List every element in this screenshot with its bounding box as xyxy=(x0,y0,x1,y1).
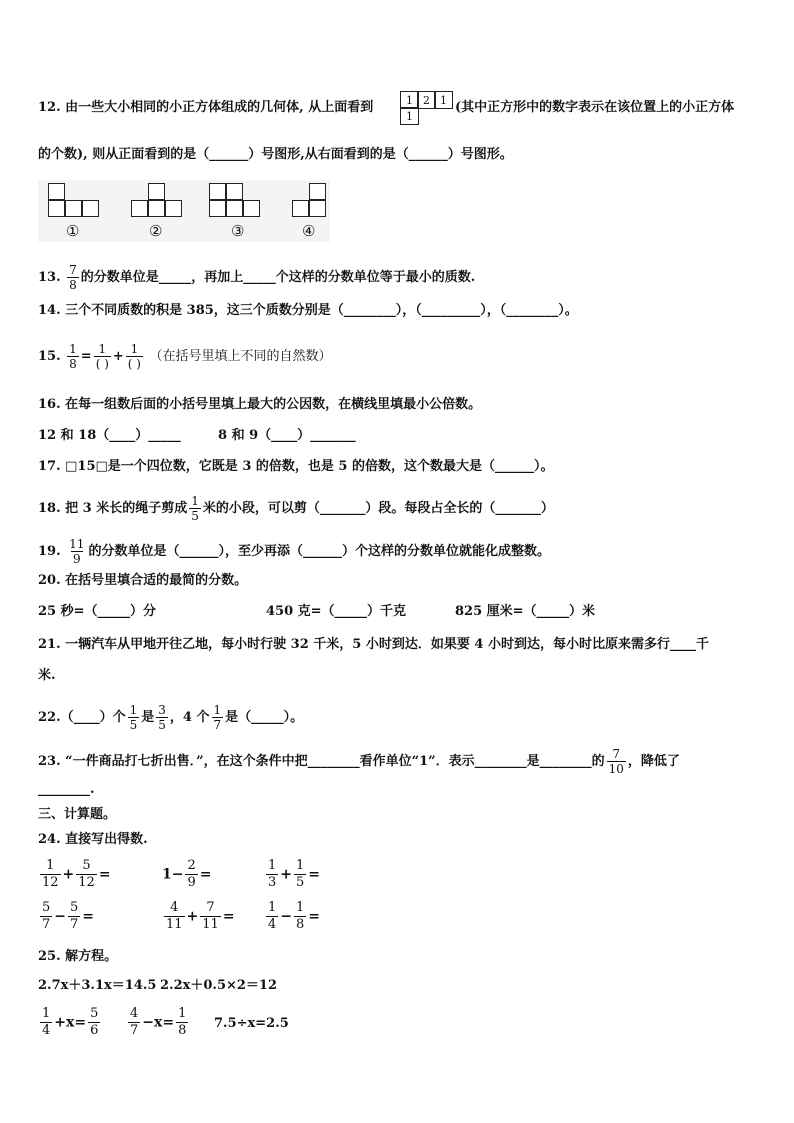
q21-line1: 21. 一辆汽车从甲地开往乙地，每小时行驶 32 千米，5 小时到达．如果要 4 小时到达，每小时比原来需多行____千 xyxy=(38,637,709,652)
q12-text-a: 12. 由一些大小相同的小正方体组成的几何体, 从上面看到 xyxy=(38,100,374,115)
q25-title: 25. 解方程。 xyxy=(38,949,118,964)
q20-part-a: 25 秒=（_____）分 xyxy=(38,604,157,619)
q15 xyxy=(38,342,332,371)
q23-fraction: $\frac{7}{10}$ xyxy=(608,747,624,776)
q23-line2: ________. xyxy=(38,782,95,797)
q15-number: 15. xyxy=(38,349,61,364)
q15-frac-1: $\frac{1}{8}$ xyxy=(69,342,77,371)
q15-plus: + xyxy=(112,349,124,364)
q24-item-2: 1− $\frac{2}{9}$ = xyxy=(162,858,212,890)
q18 xyxy=(38,494,554,523)
q20-part-b: 450 克=（_____）千克 xyxy=(266,604,407,619)
q12-line1 xyxy=(38,101,373,114)
q22 xyxy=(38,703,303,732)
q15-note: （在括号里填上不同的自然数） xyxy=(149,349,332,364)
q15-frac-3: $\frac{1}{( )}$ xyxy=(127,342,141,371)
q12-grid-cell-1: 1 xyxy=(400,91,419,109)
q22-frac-2: $\frac{3}{5}$ xyxy=(158,703,166,732)
q19-fraction: $\frac{11}{9}$ xyxy=(69,537,85,566)
q23-text-a: 23. “一件商品打七折出售．”，在这个条件中把________看作单位“1”．表示________是________的 xyxy=(38,754,605,769)
q15-equals: = xyxy=(80,349,92,364)
q24-item-5: $\frac{4}{11}$ + $\frac{7}{11}$ = xyxy=(166,900,235,932)
q24-item-3: $\frac{1}{3}$ + $\frac{1}{5}$ = xyxy=(268,858,321,890)
option-label-3: ③ xyxy=(231,222,245,240)
q25-eq-1: 2.7x＋3.1x＝14.5 xyxy=(38,978,157,993)
q24-title: 24. 直接写出得数. xyxy=(38,832,148,847)
q21-line2: 米. xyxy=(38,668,56,683)
q13-number: 13. xyxy=(38,270,61,285)
q15-frac-2: $\frac{1}{( )}$ xyxy=(95,342,109,371)
q19-number: 19. xyxy=(38,544,61,559)
q22-frac-1: $\frac{1}{5}$ xyxy=(129,703,138,732)
q24-item-6: $\frac{1}{4}$ − $\frac{1}{8}$ = xyxy=(268,900,321,932)
q18-fraction: $\frac{1}{5}$ xyxy=(191,494,199,523)
q12-text-b: (其中正方形中的数字表示在该位置上的小正方体 xyxy=(455,100,735,115)
q17: 17. □15□是一个四位数，它既是 3 的倍数，也是 5 的倍数，这个数最大是（______）。 xyxy=(38,459,554,474)
q13-fraction: $\frac{7}{8}$ xyxy=(69,263,77,292)
q25-eq-3: $\frac{1}{4}$ +x= $\frac{5}{6}$ xyxy=(42,1006,99,1038)
q19-text: 的分数单位是（______），至少再添（______）个这样的分数单位就能化成整数。 xyxy=(88,544,550,559)
q22-text-d: 是（_____）。 xyxy=(225,710,304,725)
q22-text-a: 22.（____）个 xyxy=(38,710,126,725)
q25-eq-5: 7.5÷x=2.5 xyxy=(214,1016,289,1031)
q20: 20. 在括号里填合适的最简的分数。 xyxy=(38,573,248,588)
option-label-1: ① xyxy=(66,222,80,240)
q12-line2: 的个数), 则从正面看到的是（______）号图形,从右面看到的是（______）号图形。 xyxy=(38,147,513,162)
q12-grid-cell-3: 1 xyxy=(434,91,453,109)
q18-text-b: 米的小段，可以剪（_______）段。每段占全长的（_______） xyxy=(202,501,554,516)
q22-text-c: ，4 个 xyxy=(169,710,210,725)
q25-eq-2: 2.2x＋0.5×2＝12 xyxy=(160,978,278,993)
q13-text: 的分数单位是_____，再加上_____个这样的分数单位等于最小的质数. xyxy=(80,270,476,285)
q24-item-4: $\frac{5}{7}$ − $\frac{5}{7}$ = xyxy=(42,900,95,932)
q16: 16. 在每一组数后面的小括号里填上最大的公因数，在横线里填最小公倍数。 xyxy=(38,397,482,412)
q14: 14. 三个不同质数的积是 385，这三个质数分别是（________），（_________），（________）。 xyxy=(38,303,578,318)
q20-part-c: 825 厘米=（_____）米 xyxy=(455,604,596,619)
q12-grid-cell-4: 1 xyxy=(400,107,419,125)
q23 xyxy=(38,747,680,776)
q16-part-a: 12 和 18（____）_____ xyxy=(38,428,181,443)
q23-text-b: ，降低了 xyxy=(627,754,680,769)
q25-eq-4: $\frac{4}{7}$ −x= $\frac{1}{8}$ xyxy=(130,1006,187,1038)
q16-part-b: 8 和 9（____）_______ xyxy=(218,428,356,443)
q22-text-b: 是 xyxy=(141,710,155,725)
q18-text-a: 18. 把 3 米长的绳子剪成 xyxy=(38,501,188,516)
section-3-title: 三、计算题。 xyxy=(38,807,117,822)
q12-grid-cell-2: 2 xyxy=(417,91,436,109)
q13 xyxy=(38,263,475,292)
q24-item-1: $\frac{1}{12}$ + $\frac{5}{12}$ = xyxy=(42,858,111,890)
q19 xyxy=(38,537,550,566)
option-label-2: ② xyxy=(149,222,163,240)
q22-frac-3: $\frac{1}{7}$ xyxy=(213,703,222,732)
option-label-4: ④ xyxy=(302,222,316,240)
